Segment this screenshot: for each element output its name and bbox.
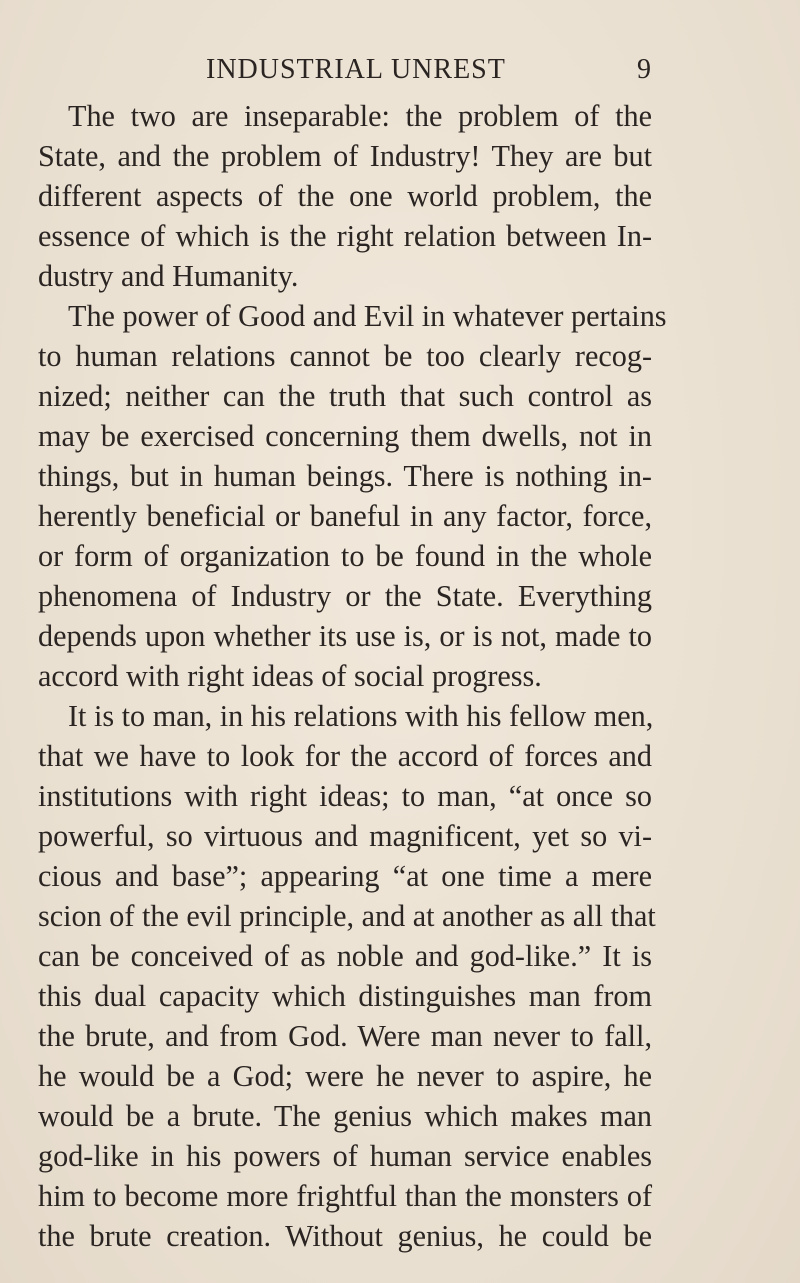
running-head bbox=[38, 50, 652, 90]
text-line: essence of which is the right relation between In- bbox=[38, 219, 652, 253]
text-line: powerful, so virtuous and magnificent, yet so vi- bbox=[38, 819, 652, 853]
page-number: 9 bbox=[637, 54, 652, 85]
text-line: accord with right ideas of social progress. bbox=[38, 659, 542, 693]
text-line: scion of the evil principle, and at another as all that bbox=[38, 899, 656, 933]
text-line: depends upon whether its use is, or is not, made to bbox=[38, 619, 652, 653]
text-line: institutions with right ideas; to man, “at once so bbox=[38, 779, 652, 813]
text-line: It is to man, in his relations with his fellow men, bbox=[68, 699, 654, 733]
text-line: that we have to look for the accord of forces and bbox=[38, 739, 652, 773]
text-line: would be a brute. The genius which makes man bbox=[38, 1099, 652, 1133]
text-line: him to become more frightful than the monsters of bbox=[38, 1179, 652, 1213]
text-line: this dual capacity which distinguishes man from bbox=[38, 979, 652, 1013]
text-line: phenomena of Industry or the State. Everything bbox=[38, 579, 652, 613]
text-line: the brute, and from God. Were man never to fall, bbox=[38, 1019, 652, 1053]
text-line: The two are inseparable: the problem of the bbox=[68, 99, 652, 133]
body-text bbox=[38, 96, 667, 1256]
running-title: INDUSTRIAL UNREST bbox=[206, 54, 506, 85]
text-line: herently beneficial or baneful in any factor, force, bbox=[38, 499, 652, 533]
text-line: god-like in his powers of human service enables bbox=[38, 1139, 652, 1173]
text-line: may be exercised concerning them dwells, not in bbox=[38, 419, 652, 453]
text-line: different aspects of the one world problem, the bbox=[38, 179, 652, 213]
text-line: cious and base”; appearing “at one time a mere bbox=[38, 859, 652, 893]
text-line: The power of Good and Evil in whatever pertains bbox=[68, 299, 667, 333]
text-line: things, but in human beings. There is nothing in- bbox=[38, 459, 652, 493]
text-line: dustry and Humanity. bbox=[38, 259, 299, 293]
text-line: nized; neither can the truth that such control as bbox=[38, 379, 652, 413]
text-line: he would be a God; were he never to aspire, he bbox=[38, 1059, 652, 1093]
text-line: or form of organization to be found in the whole bbox=[38, 539, 652, 573]
text-line: the brute creation. Without genius, he could be bbox=[38, 1219, 652, 1253]
text-line: State, and the problem of Industry! They are but bbox=[38, 139, 652, 173]
text-line: can be conceived of as noble and god-like.” It is bbox=[38, 939, 652, 973]
text-line: to human relations cannot be too clearly recog- bbox=[38, 339, 652, 373]
